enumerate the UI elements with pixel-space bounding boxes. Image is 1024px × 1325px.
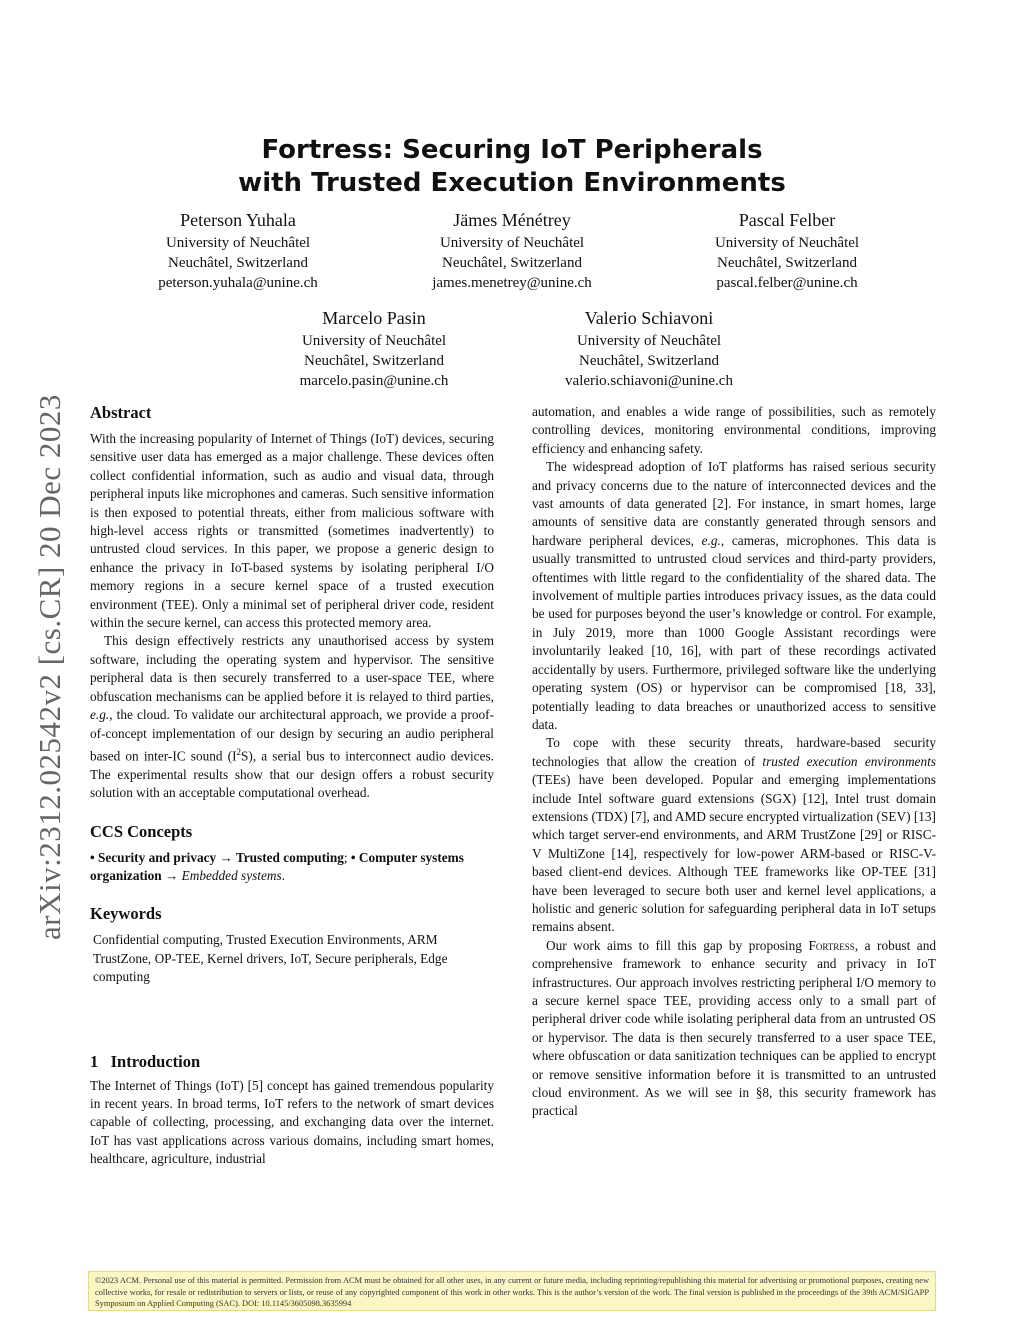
author-location: Neuchâtel, Switzerland <box>168 255 308 271</box>
author-affiliation: University of Neuchâtel <box>576 333 722 349</box>
keywords-heading: Keywords <box>90 904 162 924</box>
ccs-heading: CCS Concepts <box>90 821 193 841</box>
body-paragraph: The widespread adoption of IoT platforms has raised serious security and privacy concerns due to the nature of interconnected devices and the vast amounts of data generated [2]. For instance, in smart homes, large amounts of sensitive data are constantly generated through sensors and hardware peripheral devices, e.g., cameras, microphones. This data is usually transmitted to untrusted cloud services and third-party providers, oftentimes with little regard to the confidentiality of the shared data. The involvement of multiple parties introduces privacy issues, as the data could be used for purposes beyond the user’s knowledge or control. For example, in July 2019, more than 1000 Google Assistant recordings were involuntarily leaked [10, 16], with part of these recordings activated accidentally by users. Furthermore, privileged software like the underlying operating system (OS) or hypervisor can be compromised [18, 33], potentially leading to data breaches or unauthorized access to sensitive data. <box>532 459 936 732</box>
author-block <box>499 306 799 391</box>
ccs-concepts: • Security and privacy → Trusted computing; • Computer systems organization → Embedded systems. <box>90 849 464 883</box>
arxiv-identifier: arXiv:2312.02542v2 [cs.CR] 20 Dec 2023 <box>32 394 67 940</box>
abstract-heading: Abstract <box>90 403 152 422</box>
author-affiliation: University of Neuchâtel <box>439 235 585 251</box>
author-block <box>88 208 388 293</box>
author-email[interactable]: marcelo.pasin@unine.ch <box>299 373 449 389</box>
author-block <box>637 208 937 293</box>
title-line-1: Fortress: Securing IoT Peripherals <box>261 135 763 165</box>
author-location: Neuchâtel, Switzerland <box>717 255 857 271</box>
author-block <box>224 306 524 391</box>
author-email[interactable]: pascal.felber@unine.ch <box>716 275 858 291</box>
left-column <box>90 402 494 1169</box>
author-affiliation: University of Neuchâtel <box>301 333 447 349</box>
paper-title <box>0 134 1024 200</box>
author-name: Jämes Ménétrey <box>453 210 571 230</box>
title-line-2: with Trusted Execution Environments <box>238 168 786 198</box>
author-location: Neuchâtel, Switzerland <box>304 353 444 369</box>
author-name: Marcelo Pasin <box>322 308 426 328</box>
author-name: Peterson Yuhala <box>180 210 296 230</box>
author-affiliation: University of Neuchâtel <box>165 235 311 251</box>
author-name: Pascal Felber <box>738 210 836 230</box>
author-email[interactable]: peterson.yuhala@unine.ch <box>158 275 318 291</box>
body-paragraph: Our work aims to fill this gap by proposing Fortress, a robust and comprehensive framework to enhance security and privacy in IoT infrastructures. Our approach involves restricting peripheral I/O memory to a secure kernel space TEE, providing access only to a small part of peripheral driver code while isolating peripheral data from an untrusted OS or hypervisor. The data is then securely transferred to a user space TEE, where obfuscation or data sanitization techniques can be applied to encrypt or remove sensitive information before it is transmitted to an untrusted cloud environment. As we will see in §8, this security framework has practical <box>532 937 936 1119</box>
author-location: Neuchâtel, Switzerland <box>579 353 719 369</box>
author-block <box>362 208 662 293</box>
introduction-heading: 1 Introduction <box>90 1051 201 1071</box>
author-name: Valerio Schiavoni <box>584 308 714 328</box>
keywords-text: Confidential computing, Trusted Execution Environments, ARM TrustZone, OP-TEE, Kernel drivers, IoT, Secure peripherals, Edge computing <box>93 932 448 985</box>
body-paragraph: To cope with these security threats, hardware-based security technologies that allow the creation of trusted execution environments (TEEs) have been developed. Popular and emerging implementations include Intel software guard extensions (SGX) [12], Intel trust domain extensions (TDX) [7], and AMD secure encrypted virtualization (SEV) [13] which target server-end environments, and ARM TrustZone [29] or RISC-V MultiZone [14], respectively for low-power ARM-based or RISC-V-based client-end devices. Although TEE frameworks like OP-TEE [31] have been leveraged to secure both user and kernel level applications, a holistic and generic solution for safeguarding peripheral data in IoT setups remains absent. <box>532 735 936 935</box>
right-column <box>532 403 936 1121</box>
author-email[interactable]: james.menetrey@unine.ch <box>432 275 592 291</box>
intro-paragraph: The Internet of Things (IoT) [5] concept has gained tremendous popularity in recent years. In broad terms, IoT refers to the network of smart devices capable of collecting, processing, and exchanging data over the internet. IoT has vast applications across various domains, including smart homes, healthcare, agriculture, industrial <box>90 1077 494 1167</box>
author-location: Neuchâtel, Switzerland <box>442 255 582 271</box>
body-paragraph: automation, and enables a wide range of possibilities, such as remotely controlling devices, monitoring environmental conditions, improving efficiency and enhancing safety. <box>532 404 936 456</box>
author-email[interactable]: valerio.schiavoni@unine.ch <box>565 373 733 389</box>
copyright-notice: ©2023 ACM. Personal use of this material is permitted. Permission from ACM must be obtained for all other uses, in any current or future media, including reprinting/republishing this material for advertising or promotional purposes, creating new collective works, for resale or redistribution to servers or lists, or reuse of any copyrighted component of this work in other works. This is the author’s version of the work. The final version is published in the proceedings of the 39th ACM/SIGAPP Symposium on Applied Computing (SAC). DOI: 10.1145/3605098.3635994 <box>88 1271 936 1311</box>
abstract-paragraph: With the increasing popularity of Internet of Things (IoT) devices, securing sensitive user data has emerged as a major challenge. These devices often collect confidential information, such as audio and visual data, through peripheral inputs like microphones and cameras. Such sensitive information is then exposed to potential threats, either from malicious software with high-level access rights or transmitted (sometimes inadvertently) to untrusted cloud services. In this paper, we propose a generic design to enhance the privacy in IoT-based systems by isolating peripheral I/O memory regions in a secure kernel space of a trusted execution environment (TEE). Only a minimal set of peripheral driver code, resident within the secure kernel, can access this protected memory area. <box>90 431 494 631</box>
abstract-paragraph: This design effectively restricts any unauthorised access by system software, including the operating system and hypervisor. The sensitive peripheral data is then securely transferred to a user-space TEE, where obfuscation mechanisms can be applied before it is relayed to third parties, e.g., the cloud. To validate our architectural approach, we provide a proof-of-concept implementation of our design by securing an audio peripheral based on inter-IC sound $(I^2S)$, a serial bus to interconnect audio devices. The experimental results show that our design offers a robust security solution with an acceptable computational overhead. <box>90 633 494 801</box>
author-affiliation: University of Neuchâtel <box>714 235 860 251</box>
